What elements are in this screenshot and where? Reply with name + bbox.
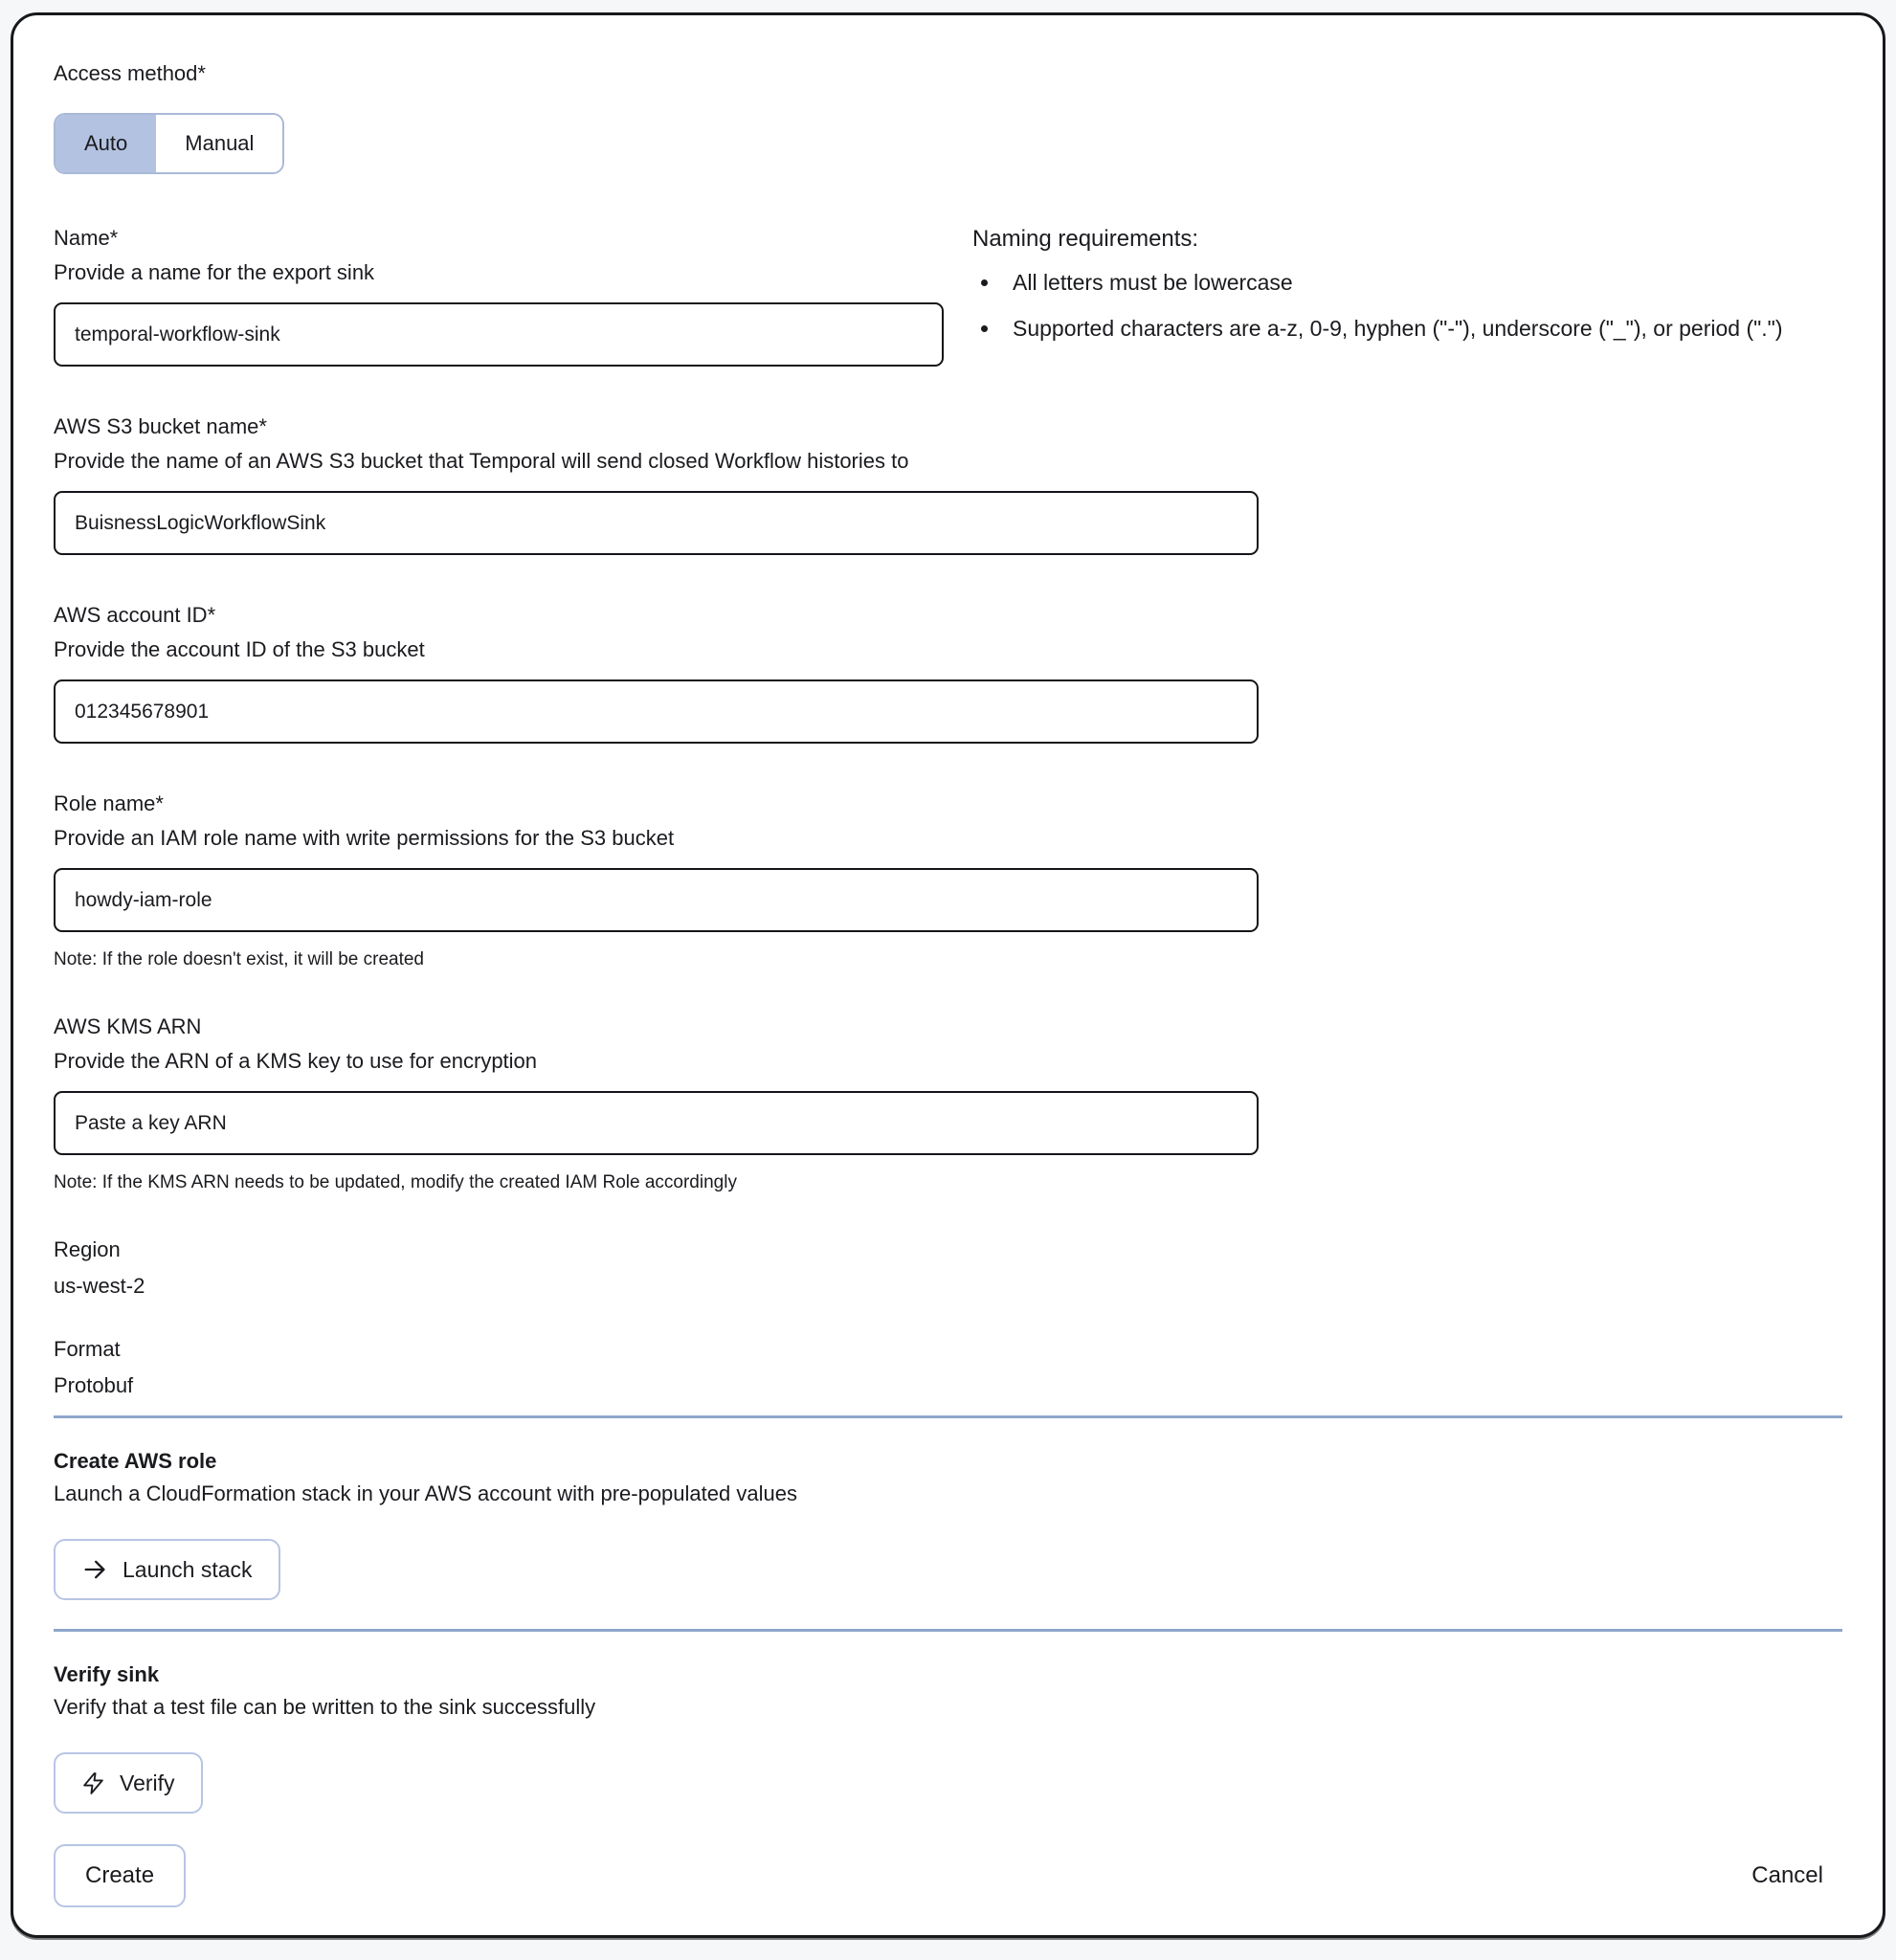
naming-requirement-item: • All letters must be lowercase <box>1001 266 1804 299</box>
kms-arn-description: Provide the ARN of a KMS key to use for encryption <box>54 1049 538 1073</box>
account-id-input[interactable] <box>54 679 1259 744</box>
create-aws-role-description: Launch a CloudFormation stack in your AWS account with pre-populated values <box>54 1481 797 1505</box>
export-sink-form-card <box>11 12 1885 1938</box>
naming-requirements-list <box>972 266 1804 345</box>
launch-stack-button-label: Launch stack <box>123 1556 253 1582</box>
verify-button-label: Verify <box>120 1770 175 1795</box>
role-name-label: Role name* <box>54 791 164 815</box>
divider <box>54 1629 1842 1632</box>
divider <box>54 1415 1842 1418</box>
launch-stack-button[interactable] <box>54 1539 280 1600</box>
access-method-option-auto[interactable]: Auto <box>56 115 156 172</box>
kms-arn-input[interactable] <box>54 1091 1259 1155</box>
create-aws-role-title: Create AWS role <box>54 1449 217 1473</box>
role-name-input[interactable] <box>54 868 1259 932</box>
name-description: Provide a name for the export sink <box>54 260 375 284</box>
role-name-note: Note: If the role doesn't exist, it will be created <box>54 949 424 969</box>
bucket-input[interactable] <box>54 491 1259 555</box>
kms-arn-label: AWS KMS ARN <box>54 1014 202 1038</box>
account-id-description: Provide the account ID of the S3 bucket <box>54 637 425 661</box>
kms-arn-note: Note: If the KMS ARN needs to be updated, modify the created IAM Role accordingly <box>54 1172 737 1192</box>
bucket-description: Provide the name of an AWS S3 bucket that Temporal will send closed Workflow histories to <box>54 449 909 473</box>
region-label: Region <box>54 1237 121 1261</box>
name-input[interactable] <box>54 302 944 367</box>
arrow-right-icon <box>81 1556 108 1583</box>
naming-requirements-title: Naming requirements: <box>972 226 1199 252</box>
verify-sink-title: Verify sink <box>54 1662 160 1686</box>
naming-requirement-item: • Supported characters are a-z, 0-9, hyphen ("-"), underscore ("_"), or period (".") <box>1001 312 1804 345</box>
bucket-label: AWS S3 bucket name* <box>54 414 267 438</box>
create-button[interactable]: Create <box>54 1844 186 1907</box>
role-name-description: Provide an IAM role name with write permissions for the S3 bucket <box>54 826 675 850</box>
access-method-option-manual[interactable]: Manual <box>156 115 282 172</box>
verify-sink-description: Verify that a test file can be written to the sink successfully <box>54 1695 596 1719</box>
account-id-label: AWS account ID* <box>54 603 216 627</box>
format-value: Protobuf <box>54 1373 134 1397</box>
region-value: us-west-2 <box>54 1274 145 1298</box>
access-method-toggle <box>54 113 284 174</box>
cancel-button[interactable]: Cancel <box>1751 1862 1823 1888</box>
format-label: Format <box>54 1337 121 1361</box>
name-label: Name* <box>54 226 119 250</box>
verify-button[interactable] <box>54 1752 203 1814</box>
zap-icon <box>81 1771 105 1795</box>
access-method-label: Access method* <box>54 61 206 85</box>
